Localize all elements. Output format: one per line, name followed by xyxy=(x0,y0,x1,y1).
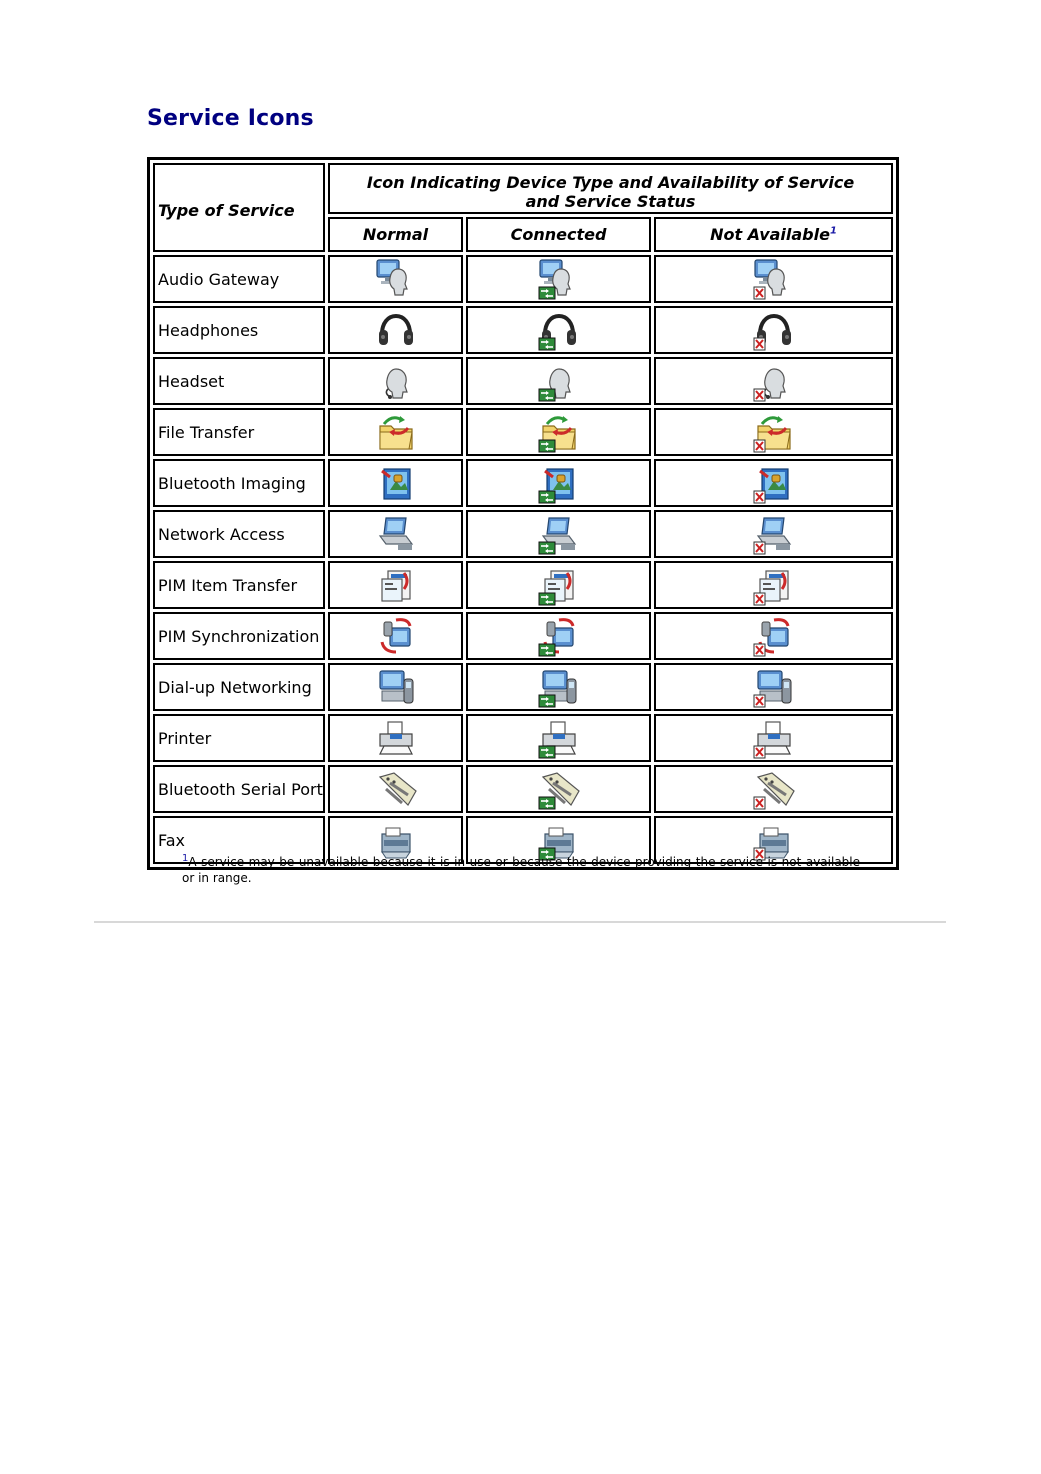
network-access-icon xyxy=(537,512,581,556)
type-of-service-header: Type of Service xyxy=(153,163,325,252)
not-available-icon-cell xyxy=(654,510,893,558)
service-name: PIM Synchronization xyxy=(153,612,325,660)
not-available-column-header xyxy=(654,217,893,252)
network-access-icon xyxy=(374,512,418,556)
table-row xyxy=(153,612,893,660)
normal-icon-cell xyxy=(328,255,463,303)
printer-icon xyxy=(752,716,796,760)
connected-icon-cell xyxy=(466,714,651,762)
connected-icon-cell xyxy=(466,612,651,660)
normal-icon-cell xyxy=(328,714,463,762)
not-available-icon-cell xyxy=(654,357,893,405)
table-row xyxy=(153,510,893,558)
dial-up-networking-icon xyxy=(374,665,418,709)
table-row xyxy=(153,663,893,711)
pim-item-transfer-icon xyxy=(374,563,418,607)
service-name: Bluetooth Serial Port xyxy=(153,765,325,813)
normal-icon-cell xyxy=(328,408,463,456)
not-available-label: Not Available xyxy=(710,225,830,244)
table-row xyxy=(153,459,893,507)
footnote-ref[interactable]: 1 xyxy=(829,225,837,237)
connected-icon-cell xyxy=(466,663,651,711)
table-row xyxy=(153,357,893,405)
dial-up-networking-icon xyxy=(752,665,796,709)
bluetooth-imaging-icon xyxy=(537,461,581,505)
pim-synchronization-icon xyxy=(537,614,581,658)
connected-icon-cell xyxy=(466,306,651,354)
headset-icon xyxy=(374,359,418,403)
service-name: Headphones xyxy=(153,306,325,354)
table-row xyxy=(153,714,893,762)
file-transfer-icon xyxy=(374,410,418,454)
service-name: Fax xyxy=(153,816,325,864)
normal-icon-cell xyxy=(328,357,463,405)
pim-synchronization-icon xyxy=(752,614,796,658)
pim-item-transfer-icon xyxy=(537,563,581,607)
service-name: Dial-up Networking xyxy=(153,663,325,711)
normal-icon-cell xyxy=(328,561,463,609)
not-available-icon-cell xyxy=(654,663,893,711)
audio-gateway-icon xyxy=(374,257,418,301)
printer-icon xyxy=(537,716,581,760)
not-available-icon-cell xyxy=(654,561,893,609)
connected-icon-cell xyxy=(466,459,651,507)
table-row xyxy=(153,765,893,813)
horizontal-rule xyxy=(94,921,946,923)
connected-icon-cell xyxy=(466,765,651,813)
service-name: PIM Item Transfer xyxy=(153,561,325,609)
page-title: Service Icons xyxy=(147,106,314,131)
bluetooth-imaging-icon xyxy=(374,461,418,505)
not-available-icon-cell xyxy=(654,255,893,303)
normal-column-header: Normal xyxy=(328,217,463,252)
normal-icon-cell xyxy=(328,612,463,660)
table-row xyxy=(153,561,893,609)
connected-icon-cell xyxy=(466,357,651,405)
footnote-marker: 1 xyxy=(182,853,189,864)
service-name: Bluetooth Imaging xyxy=(153,459,325,507)
normal-icon-cell xyxy=(328,306,463,354)
connected-icon-cell xyxy=(466,255,651,303)
connected-icon-cell xyxy=(466,510,651,558)
service-icons-table xyxy=(147,157,899,870)
service-name: Headset xyxy=(153,357,325,405)
pim-synchronization-icon xyxy=(374,614,418,658)
headphones-icon xyxy=(752,308,796,352)
connected-column-header: Connected xyxy=(466,217,651,252)
table-row xyxy=(153,408,893,456)
normal-icon-cell xyxy=(328,765,463,813)
not-available-icon-cell xyxy=(654,459,893,507)
pim-item-transfer-icon xyxy=(752,563,796,607)
table-row xyxy=(153,306,893,354)
footnote-text: A service may be unavailable because it is in use or because the device providing the service is not available or in range. xyxy=(182,855,860,885)
normal-icon-cell xyxy=(328,510,463,558)
dial-up-networking-icon xyxy=(537,665,581,709)
icon-status-group-header: Icon Indicating Device Type and Availability of Service and Service Status xyxy=(328,163,893,214)
table-row xyxy=(153,255,893,303)
headphones-icon xyxy=(374,308,418,352)
not-available-icon-cell xyxy=(654,306,893,354)
audio-gateway-icon xyxy=(537,257,581,301)
service-name: File Transfer xyxy=(153,408,325,456)
not-available-icon-cell xyxy=(654,612,893,660)
not-available-icon-cell xyxy=(654,765,893,813)
service-name: Audio Gateway xyxy=(153,255,325,303)
service-name: Printer xyxy=(153,714,325,762)
service-name: Network Access xyxy=(153,510,325,558)
not-available-icon-cell xyxy=(654,714,893,762)
footnote xyxy=(182,854,860,886)
file-transfer-icon xyxy=(537,410,581,454)
serial-port-icon xyxy=(537,767,581,811)
normal-icon-cell xyxy=(328,459,463,507)
headphones-icon xyxy=(537,308,581,352)
headset-icon xyxy=(752,359,796,403)
not-available-icon-cell xyxy=(654,408,893,456)
network-access-icon xyxy=(752,512,796,556)
file-transfer-icon xyxy=(752,410,796,454)
audio-gateway-icon xyxy=(752,257,796,301)
service-rows xyxy=(153,255,893,864)
connected-icon-cell xyxy=(466,408,651,456)
serial-port-icon xyxy=(752,767,796,811)
headset-icon xyxy=(537,359,581,403)
normal-icon-cell xyxy=(328,663,463,711)
serial-port-icon xyxy=(374,767,418,811)
connected-icon-cell xyxy=(466,561,651,609)
bluetooth-imaging-icon xyxy=(752,461,796,505)
printer-icon xyxy=(374,716,418,760)
